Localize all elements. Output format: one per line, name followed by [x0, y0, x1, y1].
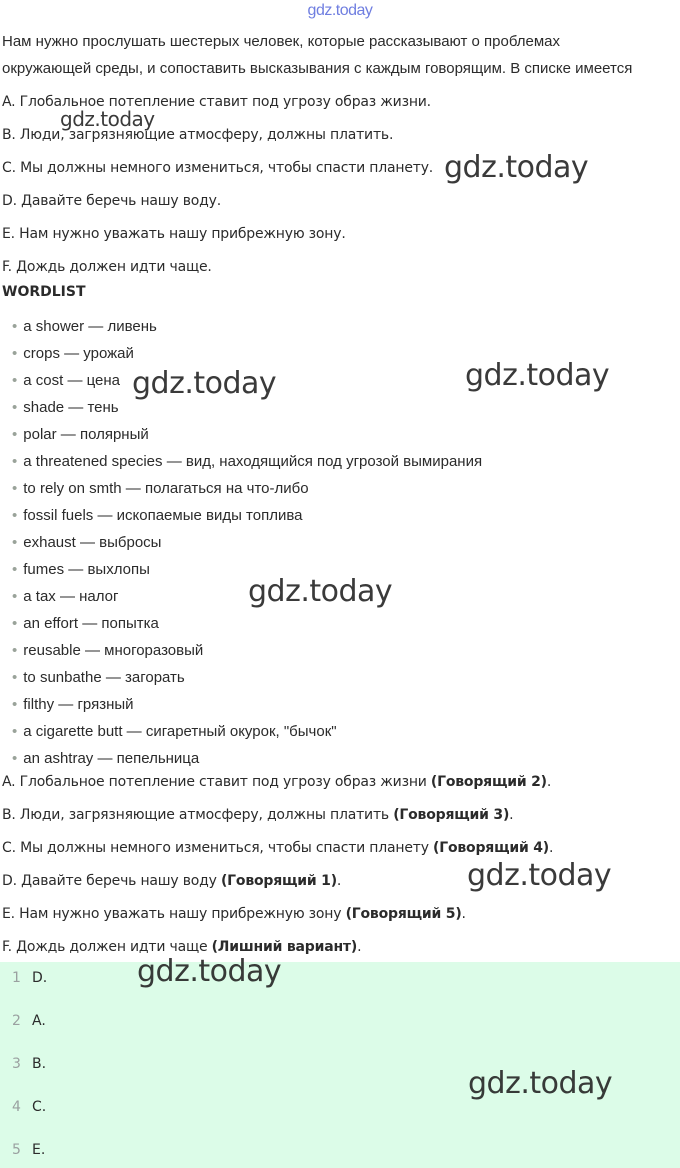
bullet-icon: • — [12, 453, 18, 470]
bullet-icon: • — [12, 669, 18, 686]
wordlist-item-text: a shower — ливень — [23, 318, 157, 335]
match-end: . — [546, 774, 552, 790]
bullet-icon: • — [12, 480, 18, 497]
match-end: . — [336, 873, 342, 889]
wordlist-item — [12, 453, 482, 470]
match-end: . — [357, 939, 362, 955]
match-speaker: (Говорящий 5) — [345, 906, 462, 922]
match-speaker: (Говорящий 4) — [433, 840, 549, 856]
bullet-icon: • — [12, 507, 18, 524]
wordlist-item-text: polar — полярный — [23, 426, 149, 443]
answer-value: D. — [32, 970, 48, 986]
bullet-icon: • — [12, 534, 18, 551]
wordlist-item — [12, 534, 161, 551]
statement-a: A. Глобальное потепление ставит под угрозу образ жизни. — [2, 94, 431, 110]
wordlist-item-text: shade — тень — [23, 399, 119, 416]
wordlist-item — [12, 723, 337, 740]
wordlist-item — [12, 507, 302, 524]
match-end: . — [509, 807, 514, 823]
match-speaker: (Лишний вариант) — [211, 939, 358, 955]
match-statement: C. Мы должны немного измениться, чтобы спасти планету — [2, 840, 434, 856]
wordlist-item-text: filthy — грязный — [23, 696, 134, 713]
answer-value: B. — [32, 1056, 47, 1072]
bullet-icon: • — [12, 399, 18, 416]
bullet-icon: • — [12, 750, 18, 767]
answer-row — [12, 1099, 46, 1115]
answer-number: 5 — [12, 1142, 21, 1158]
match-speaker: (Говорящий 2) — [430, 774, 547, 790]
wordlist-item-text: exhaust — выбросы — [23, 534, 162, 551]
intro-text: Нам нужно прослушать шестерых человек, которые рассказывают о проблемах окружающей среды, и сопоставить высказывания с каждым говорящим. В списке имеется — [2, 33, 633, 77]
match-row — [2, 774, 551, 790]
wordlist-item — [12, 426, 149, 443]
answer-value: C. — [32, 1099, 47, 1115]
answer-value: E. — [32, 1142, 46, 1158]
wordlist-title: WORDLIST — [2, 284, 86, 300]
answer-number: 1 — [12, 970, 21, 986]
statement-c: C. Мы должны немного измениться, чтобы спасти планету. — [2, 160, 434, 176]
bullet-icon: • — [12, 642, 18, 659]
watermark: gdz.today — [137, 954, 282, 989]
site-logo[interactable]: gdz.today — [307, 2, 373, 19]
match-statement: A. Глобальное потепление ставит под угрозу образ жизни — [2, 774, 431, 790]
wordlist-item — [12, 561, 150, 578]
wordlist-item — [12, 615, 159, 632]
match-row — [2, 807, 513, 823]
wordlist-item-text: an effort — попытка — [23, 615, 159, 632]
match-row — [2, 939, 361, 955]
watermark: gdz.today — [248, 574, 393, 609]
bullet-icon: • — [12, 345, 18, 362]
answer-row — [12, 970, 47, 986]
match-row — [2, 906, 466, 922]
match-speaker: (Говорящий 3) — [393, 807, 510, 823]
wordlist-item-text: a cigarette butt — сигаретный окурок, "бычок" — [23, 723, 337, 740]
wordlist-item-text: fumes — выхлопы — [23, 561, 150, 578]
answer-table — [0, 962, 680, 1168]
match-statement: B. Люди, загрязняющие атмосферу, должны платить — [2, 807, 394, 823]
wordlist-item-text: a tax — налог — [23, 588, 119, 605]
match-end: . — [461, 906, 466, 922]
match-statement: E. Нам нужно уважать нашу прибрежную зону — [2, 906, 346, 922]
wordlist-item-text: crops — урожай — [23, 345, 134, 362]
watermark: gdz.today — [60, 107, 155, 131]
bullet-icon: • — [12, 372, 18, 389]
answer-row — [12, 1056, 46, 1072]
statement-d: D. Давайте беречь нашу воду. — [2, 193, 221, 209]
answer-number: 3 — [12, 1056, 21, 1072]
wordlist-item — [12, 696, 134, 713]
bullet-icon: • — [12, 696, 18, 713]
match-speaker: (Говорящий 1) — [220, 873, 337, 889]
wordlist-item-text: to sunbathe — загорать — [23, 669, 185, 686]
match-statement: D. Давайте беречь нашу воду — [2, 873, 221, 889]
wordlist-item-text: fossil fuels — ископаемые виды топлива — [23, 507, 303, 524]
match-row — [2, 840, 553, 856]
bullet-icon: • — [12, 588, 18, 605]
wordlist-item — [12, 669, 185, 686]
match-end: . — [548, 840, 554, 856]
bullet-icon: • — [12, 426, 18, 443]
watermark: gdz.today — [468, 1066, 613, 1101]
wordlist-item — [12, 399, 119, 416]
wordlist-item-text: reusable — многоразовый — [23, 642, 204, 659]
answer-number: 2 — [12, 1013, 21, 1029]
wordlist-item-text: to rely on smth — полагаться на что-либо — [23, 480, 309, 497]
watermark: gdz.today — [465, 358, 610, 393]
wordlist-item-text: an ashtray — пепельница — [23, 750, 200, 767]
bullet-icon: • — [12, 615, 18, 632]
wordlist-item — [12, 480, 309, 497]
wordlist-item — [12, 345, 134, 362]
wordlist-item-text: a cost — цена — [23, 372, 121, 389]
bullet-icon: • — [12, 561, 18, 578]
answer-value: A. — [32, 1013, 46, 1029]
match-statement: F. Дождь должен идти чаще — [2, 939, 212, 955]
watermark: gdz.today — [444, 150, 589, 185]
wordlist-item — [12, 372, 120, 389]
wordlist-item — [12, 318, 157, 335]
bullet-icon: • — [12, 723, 18, 740]
wordlist-item — [12, 642, 203, 659]
match-row — [2, 873, 341, 889]
statement-e: E. Нам нужно уважать нашу прибрежную зону. — [2, 226, 346, 242]
wordlist-item — [12, 750, 199, 767]
watermark: gdz.today — [467, 858, 612, 893]
answer-row — [12, 1013, 46, 1029]
watermark: gdz.today — [132, 366, 277, 401]
statement-b: B. Люди, загрязняющие атмосферу, должны платить. — [2, 127, 394, 143]
statement-f: F. Дождь должен идти чаще. — [2, 259, 212, 275]
answer-number: 4 — [12, 1099, 21, 1115]
wordlist-item — [12, 588, 118, 605]
wordlist-item-text: a threatened species — вид, находящийся под угрозой вымирания — [23, 453, 483, 470]
answer-row — [12, 1142, 45, 1158]
bullet-icon: • — [12, 318, 18, 335]
